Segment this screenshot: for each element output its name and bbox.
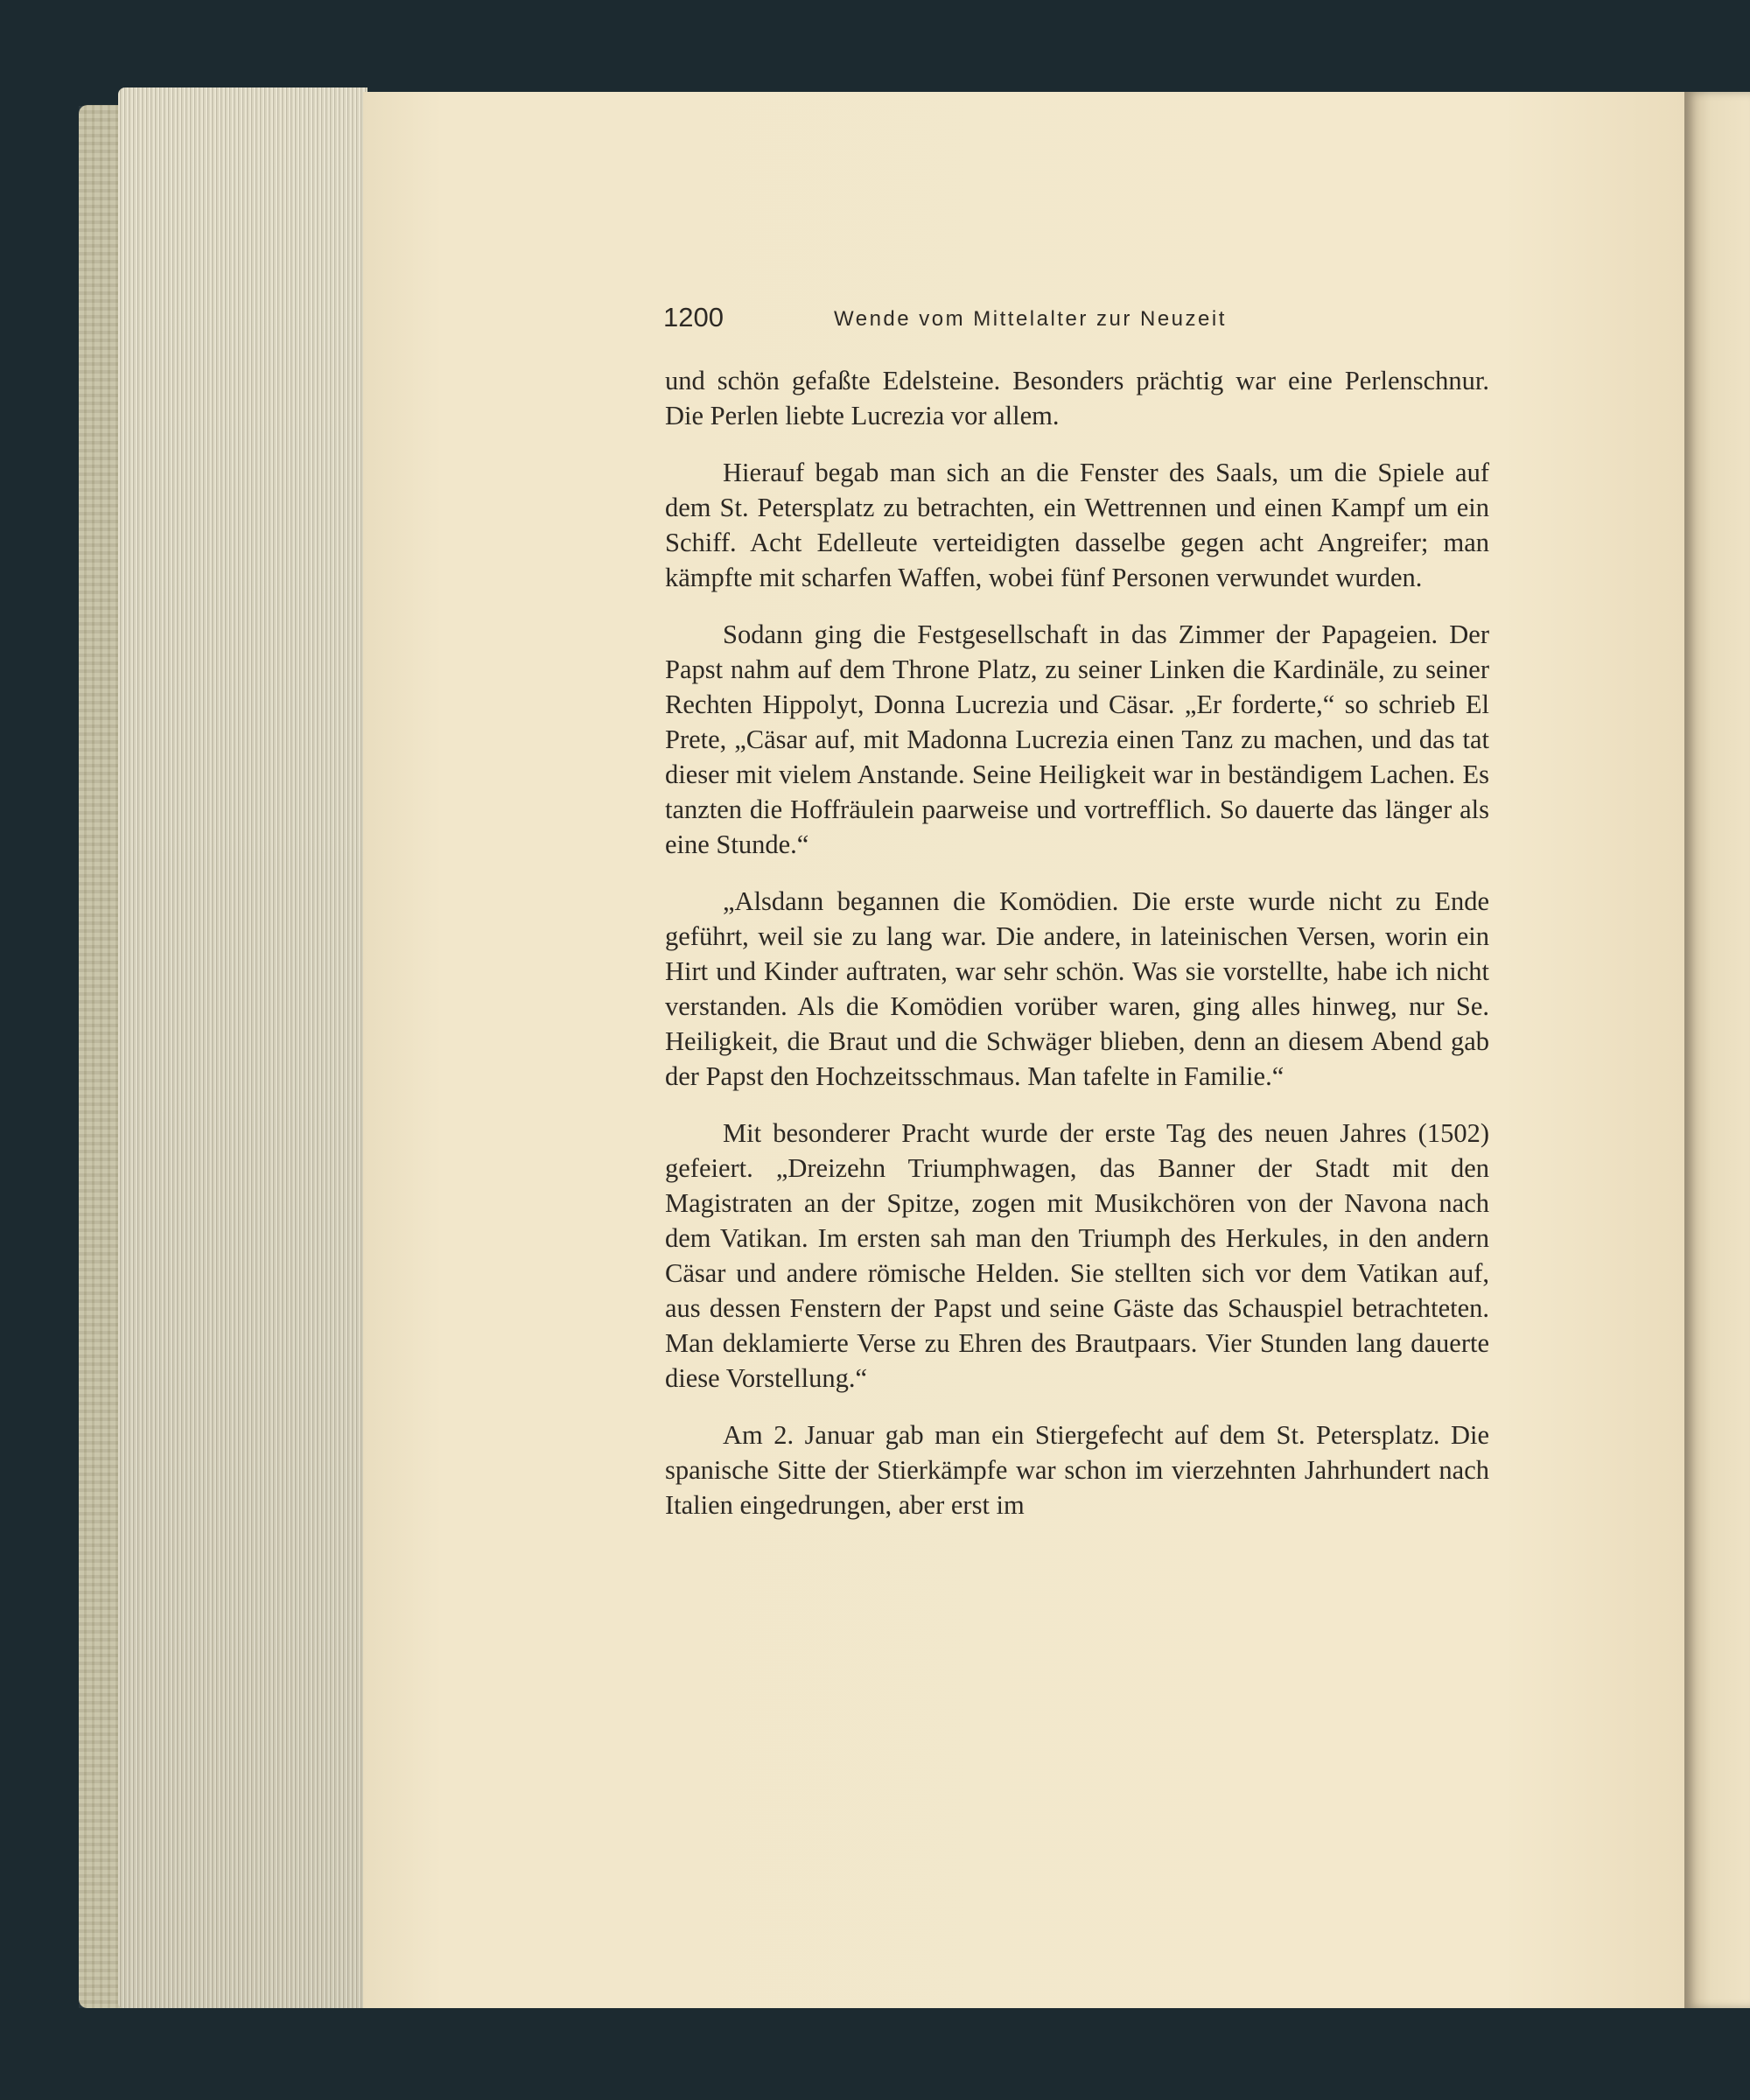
paragraph: Hierauf begab man sich an die Fenster des Saals, um die Spiele auf dem St. Petersplatz zu betrachten, ein Wettrennen und einen Kampf um ein Schiff. Acht Edelleute verteidigten dasselbe gegen acht Angreifer; man kämpfte mit scharfen Waffen, wobei fünf Personen verwundet wurden. (665, 458, 1489, 592)
paragraph: Am 2. Januar gab man ein Stiergefecht auf dem St. Petersplatz. Die spanische Sitte der Stierkämpfe war schon im vierzehnten Jahrhundert nach Italien eingedrungen, aber erst im (665, 1420, 1489, 1520)
paragraph: Sodann ging die Festgesellschaft in das Zimmer der Papageien. Der Papst nahm auf dem Throne Platz, zu seiner Linken die Kardinäle, zu seiner Rechten Hippolyt, Donna Lucrezia und Cäsar. „Er forderte,“ so schrieb El Prete, „Cäsar auf, mit Madonna Lucrezia einen Tanz zu machen, und das tat dieser mit vielem Anstande. Seine Heiligkeit war in beständigem Lachen. Es tanzten die Hoffräulein paarweise und vortrefflich. So dauerte das länger als eine Stunde.“ (665, 620, 1489, 859)
paragraph: „Alsdann begannen die Komödien. Die erste wurde nicht zu Ende geführt, weil sie zu lang war. Die andere, in lateinischen Versen, worin ein Hirt und Kinder auftraten, war sehr schön. Was sie vorstellte, habe ich nicht verstanden. Als die Komödien vorüber waren, ging alles hinweg, nur Se. Heiligkeit, die Braut und die Schwäger blieben, denn an diesem Abend gab der Papst den Hochzeitsschmaus. Man tafelte in Familie.“ (665, 886, 1489, 1091)
page-number: 1200 (663, 302, 724, 332)
paragraph: und schön gefaßte Edelsteine. Besonders prächtig war eine Perlenschnur. Die Perlen liebte Lucrezia vor allem. (665, 366, 1489, 430)
body-text (665, 363, 1489, 1544)
paragraph: Mit besonderer Pracht wurde der erste Tag des neuen Jahres (1502) gefeiert. „Dreizehn Triumphwagen, das Banner der Stadt mit den Magistraten an der Spitze, zogen mit Musikchören von der Navona nach dem Vatikan. Im ersten sah man den Triumph des Herkules, in den andern Cäsar und andere römische Helden. Sie stellten sich vor dem Vatikan auf, aus dessen Fenstern der Papst und seine Gäste das Schauspiel betrachteten. Man deklamierte Verse zu Ehren des Brautpaars. Vier Stunden lang dauerte diese Vorstellung.“ (665, 1118, 1489, 1393)
running-header (663, 302, 1494, 337)
running-title: Wende vom Mittelalter zur Neuzeit (834, 307, 1227, 331)
page-edges (118, 88, 368, 2008)
facing-page-edge (1684, 92, 1750, 2008)
